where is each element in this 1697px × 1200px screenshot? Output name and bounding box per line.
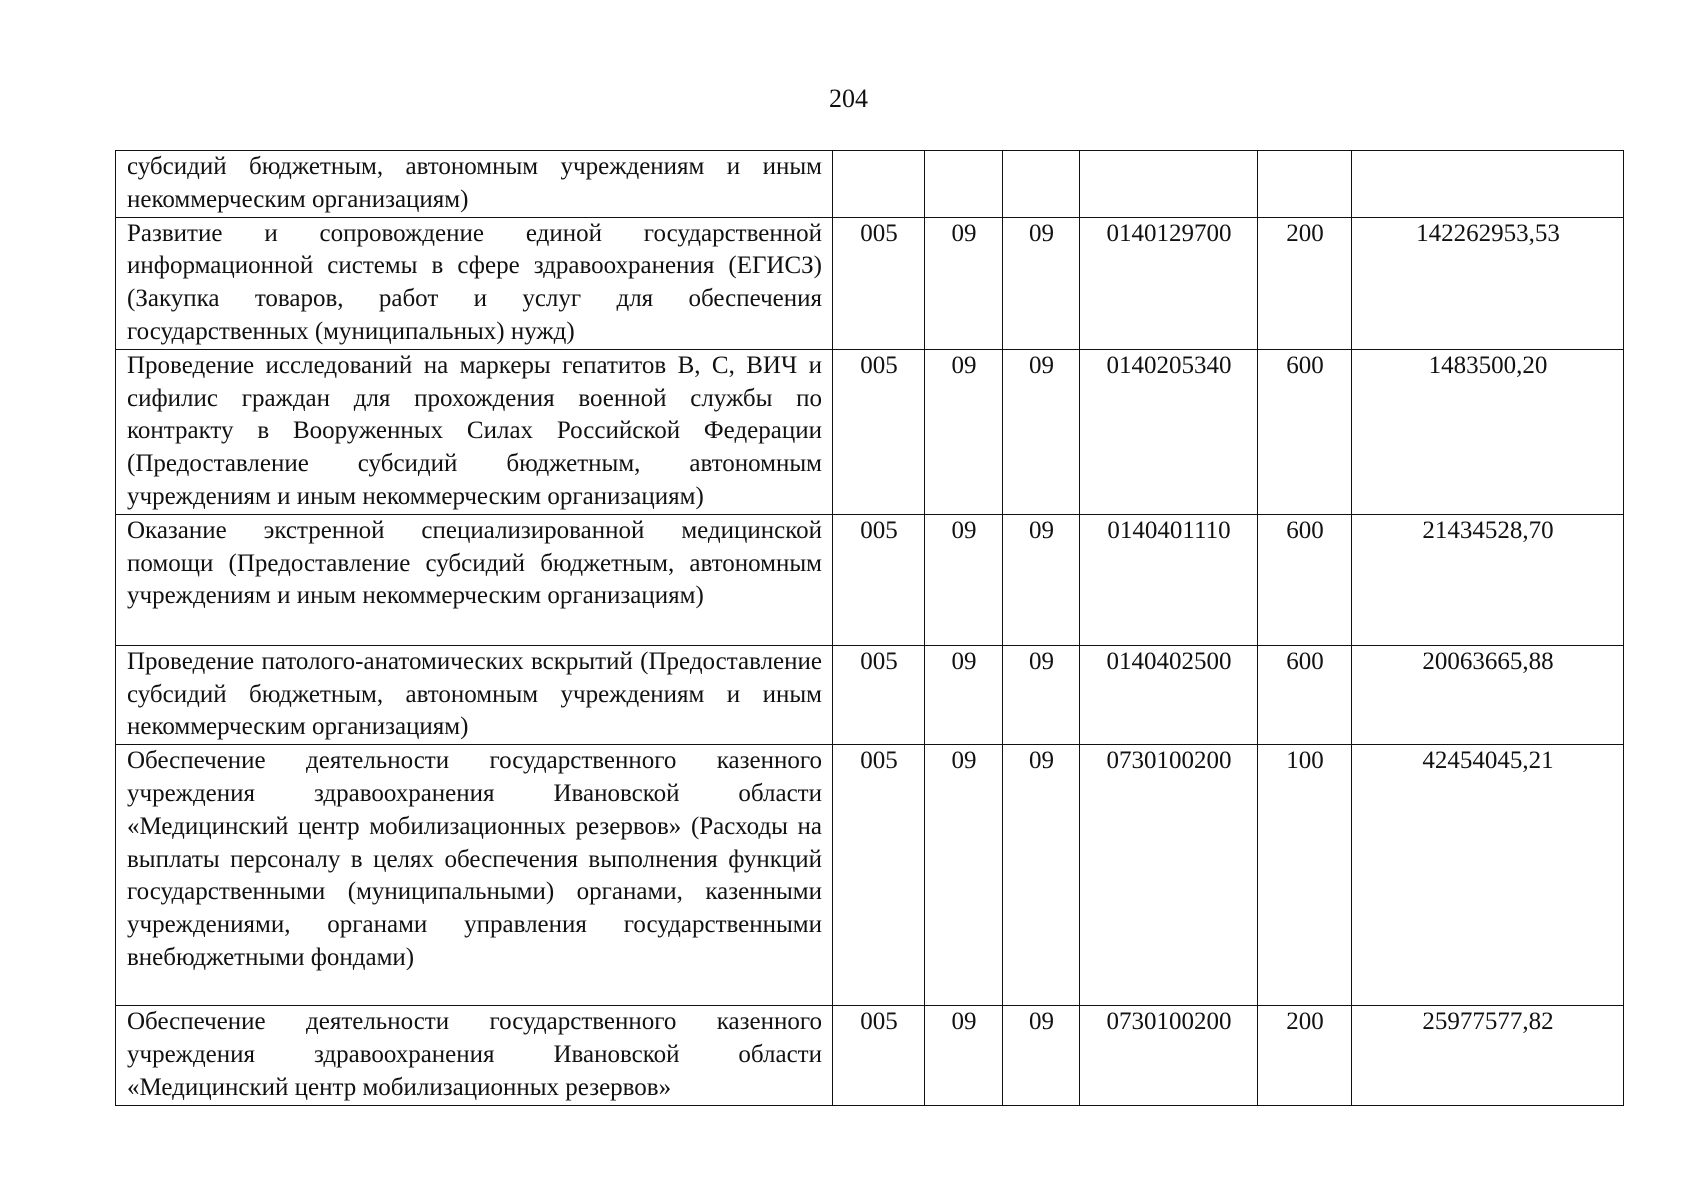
row-description: Обеспечение деятельности государственного казенного учреждения здравоохранения Ивановской области «Медицинский центр мобилизационных резервов» (Расходы на выплаты персоналу в целях обеспечения выполнения функций государственными (муниципальными) органами, казенными учреждениями, органами управления государственными внебюджетными фондами)	[116, 745, 833, 1006]
section-code: 09	[925, 1006, 1003, 1105]
amount	[1352, 151, 1624, 218]
subsection-code: 09	[1003, 645, 1080, 744]
subsection-code	[1003, 151, 1080, 218]
section-code: 09	[925, 745, 1003, 1006]
amount: 142262953,53	[1352, 217, 1624, 349]
expense-type-code: 200	[1258, 1006, 1352, 1105]
amount: 20063665,88	[1352, 645, 1624, 744]
target-article-code: 0140205340	[1080, 349, 1258, 514]
section-code: 09	[925, 645, 1003, 744]
subsection-code: 09	[1003, 745, 1080, 1006]
expense-type-code: 600	[1258, 514, 1352, 645]
row-description: субсидий бюджетным, автономным учреждениям и иным некоммерческим организациям)	[116, 151, 833, 218]
amount: 1483500,20	[1352, 349, 1624, 514]
table-row	[116, 217, 1624, 349]
section-code: 09	[925, 514, 1003, 645]
row-description: Обеспечение деятельности государственного казенного учреждения здравоохранения Ивановской области «Медицинский центр мобилизационных резервов»	[116, 1006, 833, 1105]
subsection-code: 09	[1003, 349, 1080, 514]
target-article-code: 0730100200	[1080, 745, 1258, 1006]
table-row	[116, 1006, 1624, 1105]
ministry-code: 005	[833, 514, 925, 645]
expense-type-code: 100	[1258, 745, 1352, 1006]
row-description: Развитие и сопровождение единой государственной информационной системы в сфере здравоохранения (ЕГИСЗ) (Закупка товаров, работ и услуг для обеспечения государственных (муниципальных) нужд)	[116, 217, 833, 349]
table-row	[116, 745, 1624, 1006]
expense-type-code: 600	[1258, 645, 1352, 744]
target-article-code: 0140402500	[1080, 645, 1258, 744]
target-article-code: 0730100200	[1080, 1006, 1258, 1105]
amount: 21434528,70	[1352, 514, 1624, 645]
ministry-code: 005	[833, 1006, 925, 1105]
page-number: 204	[829, 84, 868, 113]
expense-type-code: 200	[1258, 217, 1352, 349]
section-code: 09	[925, 217, 1003, 349]
ministry-code: 005	[833, 349, 925, 514]
ministry-code: 005	[833, 217, 925, 349]
target-article-code	[1080, 151, 1258, 218]
expense-type-code	[1258, 151, 1352, 218]
section-code: 09	[925, 349, 1003, 514]
table-row	[116, 151, 1624, 218]
table-row	[116, 514, 1624, 645]
section-code	[925, 151, 1003, 218]
budget-allocation-table	[115, 150, 1624, 1106]
ministry-code: 005	[833, 745, 925, 1006]
target-article-code: 0140401110	[1080, 514, 1258, 645]
row-description: Проведение исследований на маркеры гепатитов В, С, ВИЧ и сифилис граждан для прохождения военной службы по контракту в Вооруженных Силах Российской Федерации (Предоставление субсидий бюджетным, автономным учреждениям и иным некоммерческим организациям)	[116, 349, 833, 514]
amount: 25977577,82	[1352, 1006, 1624, 1105]
amount: 42454045,21	[1352, 745, 1624, 1006]
subsection-code: 09	[1003, 1006, 1080, 1105]
ministry-code	[833, 151, 925, 218]
expense-type-code: 600	[1258, 349, 1352, 514]
subsection-code: 09	[1003, 514, 1080, 645]
subsection-code: 09	[1003, 217, 1080, 349]
target-article-code: 0140129700	[1080, 217, 1258, 349]
ministry-code: 005	[833, 645, 925, 744]
row-description: Проведение патолого-анатомических вскрытий (Предоставление субсидий бюджетным, автономным учреждениям и иным некоммерческим организациям)	[116, 645, 833, 744]
row-description: Оказание экстренной специализированной медицинской помощи (Предоставление субсидий бюджетным, автономным учреждениям и иным некоммерческим организациям)	[116, 514, 833, 645]
table-row	[116, 645, 1624, 744]
table-row	[116, 349, 1624, 514]
